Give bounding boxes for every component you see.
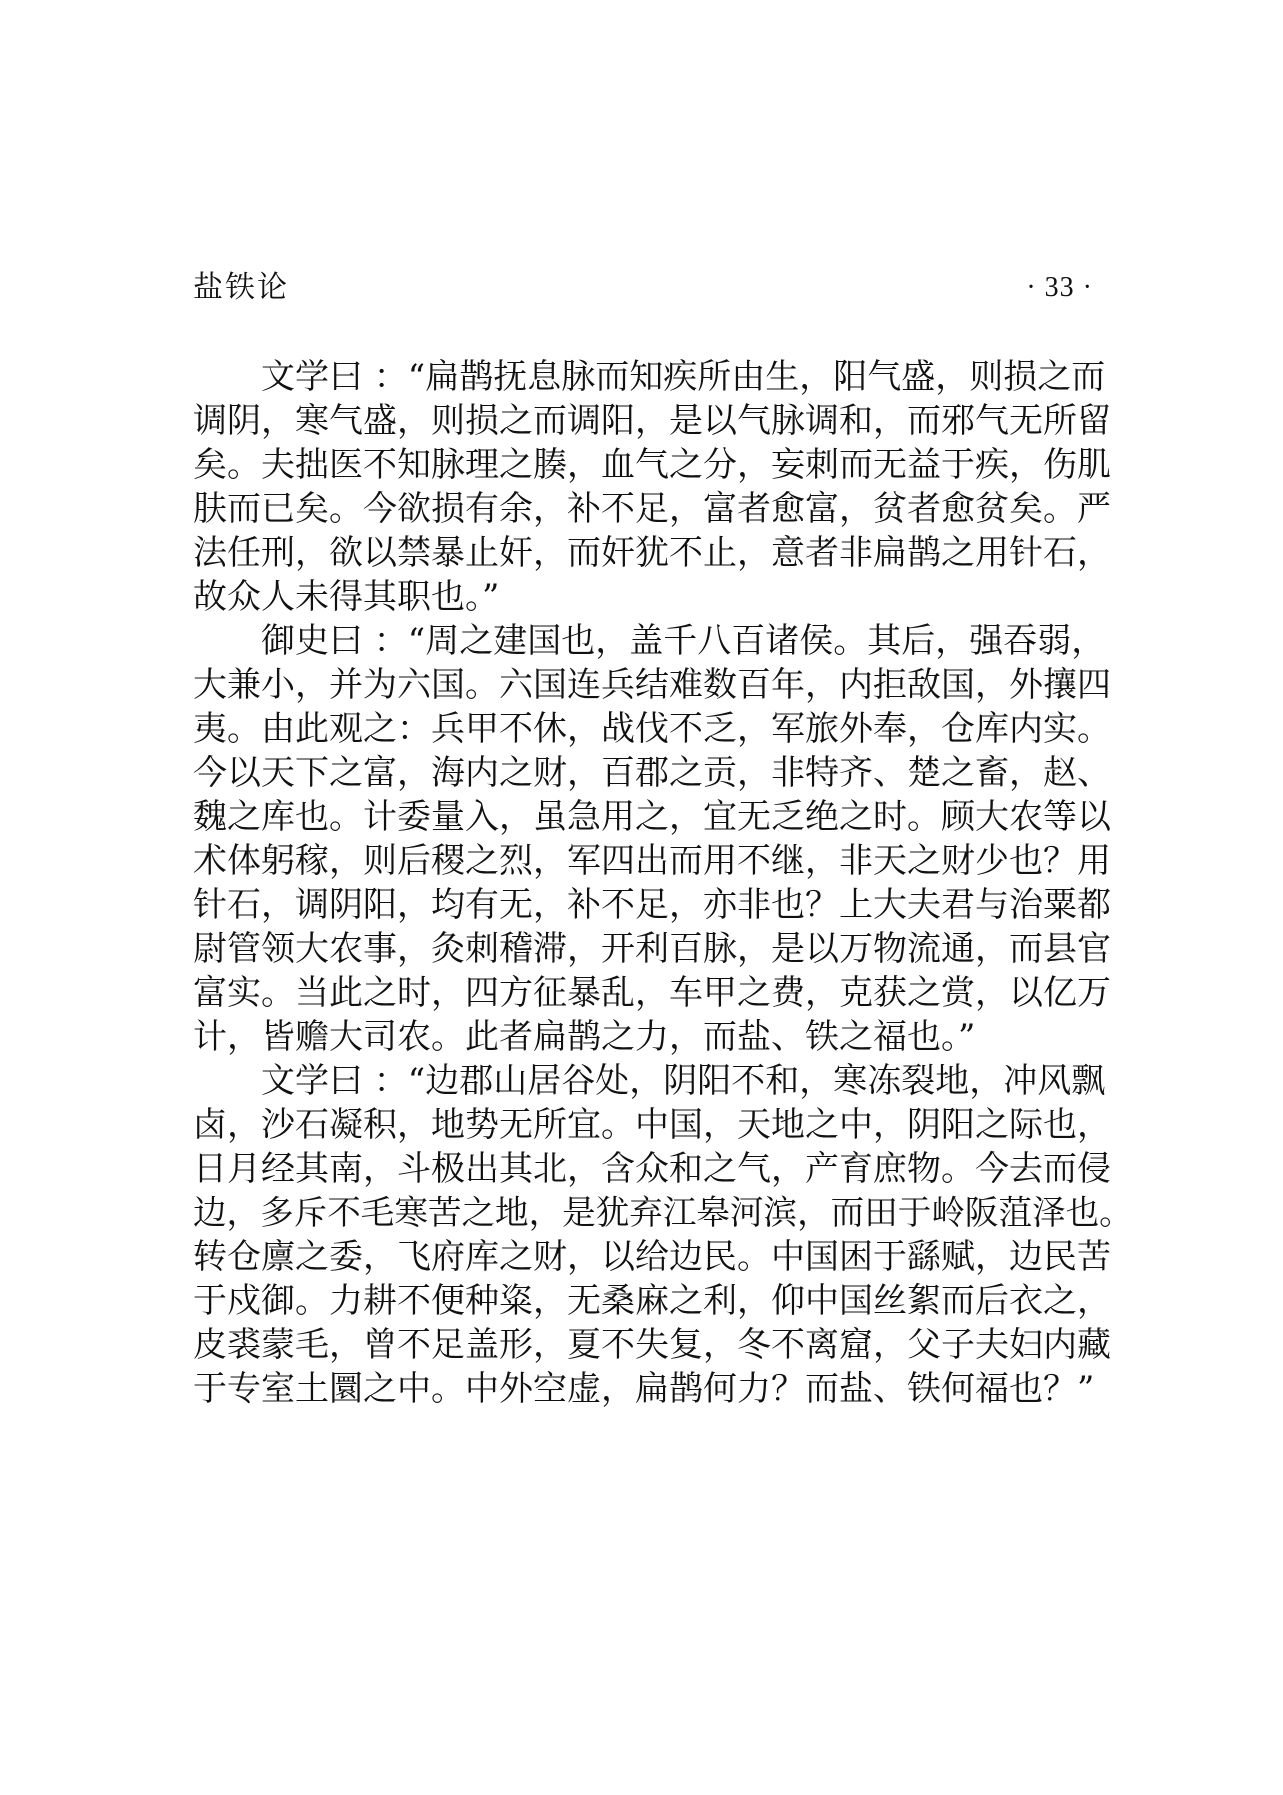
text-line: 御史曰 ：“周之建国也，盖千八百诸侯。其后，强吞弱， [261, 621, 1106, 661]
book-title: 盐铁论 [193, 270, 289, 305]
text-line: 调阴，寒气盛，则损之而调阳，是以气脉调和，而邪气无所留 [193, 401, 1111, 441]
text-line: 今以天下之富，海内之财，百郡之贡，非特齐、楚之畜，赵、 [193, 753, 1111, 793]
text-line: 故众人未得其职也。” [193, 577, 500, 617]
paragraph-wenxue-2 [193, 1059, 1133, 1411]
text-line: 尉管领大农事，灸刺稽滞，开利百脉，是以万物流通，而县官 [193, 929, 1111, 969]
text-line: 大兼小，并为六国。六国连兵结难数百年，内拒敌国，外攘四 [193, 665, 1111, 705]
text-line: 于戍御。力耕不便种粢，无桑麻之利，仰中国丝絮而后衣之， [193, 1281, 1111, 1321]
text-line: 日月经其南，斗极出其北，含众和之气，产育庶物。今去而侵 [193, 1149, 1111, 1189]
text-line: 富实。当此之时，四方征暴乱，车甲之费，克获之赏，以亿万 [193, 973, 1111, 1013]
text-line: 边，多斥不毛寒苦之地，是犹弃江皋河滨，而田于岭阪菹泽也。 [193, 1193, 1133, 1232]
text-line: 肤而已矣。今欲损有余，补不足，富者愈富，贫者愈贫矣。严 [193, 489, 1111, 529]
body-text [193, 355, 1133, 1411]
text-line: 转仓廪之委，飞府库之财，以给边民。中国困于繇赋，边民苦 [193, 1237, 1111, 1277]
paragraph-wenxue-1 [193, 355, 1111, 619]
text-line: 于专室土圜之中。中外空虚，扁鹊何力？而盐、铁何福也？” [193, 1369, 1095, 1409]
text-line: 卤，沙石凝积，地势无所宜。中国，天地之中，阴阳之际也， [193, 1105, 1111, 1145]
text-line: 文学曰 ：“边郡山居谷处，阴阳不和，寒冻裂地，冲风飘 [261, 1061, 1106, 1101]
running-header [193, 266, 1093, 310]
text-line: 法任刑，欲以禁暴止奸，而奸犹不止，意者非扁鹊之用针石， [193, 533, 1111, 573]
text-line: 矣。夫拙医不知脉理之腠，血气之分，妄刺而无益于疾，伤肌 [193, 445, 1111, 485]
text-line: 文学曰 ：“扁鹊抚息脉而知疾所由生，阳气盛，则损之而 [261, 357, 1106, 397]
text-line: 夷。由此观之：兵甲不休，战伐不乏，军旅外奉，仓库内实。 [193, 709, 1111, 749]
page-number: · 33 · [1026, 272, 1093, 303]
text-line: 皮裘蒙毛，曾不足盖形，夏不失复，冬不离窟，父子夫妇内藏 [193, 1325, 1111, 1365]
text-line: 计，皆赡大司农。此者扁鹊之力，而盐、铁之福也。” [193, 1017, 976, 1057]
text-line: 针石，调阴阳，均有无，补不足，亦非也？上大夫君与治粟都 [193, 885, 1111, 925]
paragraph-yushi [193, 619, 1111, 1059]
text-line: 术体躬稼，则后稷之烈，军四出而用不继，非天之财少也？用 [193, 841, 1111, 881]
text-line: 魏之库也。计委量入，虽急用之，宜无乏绝之时。顾大农等以 [193, 797, 1111, 837]
